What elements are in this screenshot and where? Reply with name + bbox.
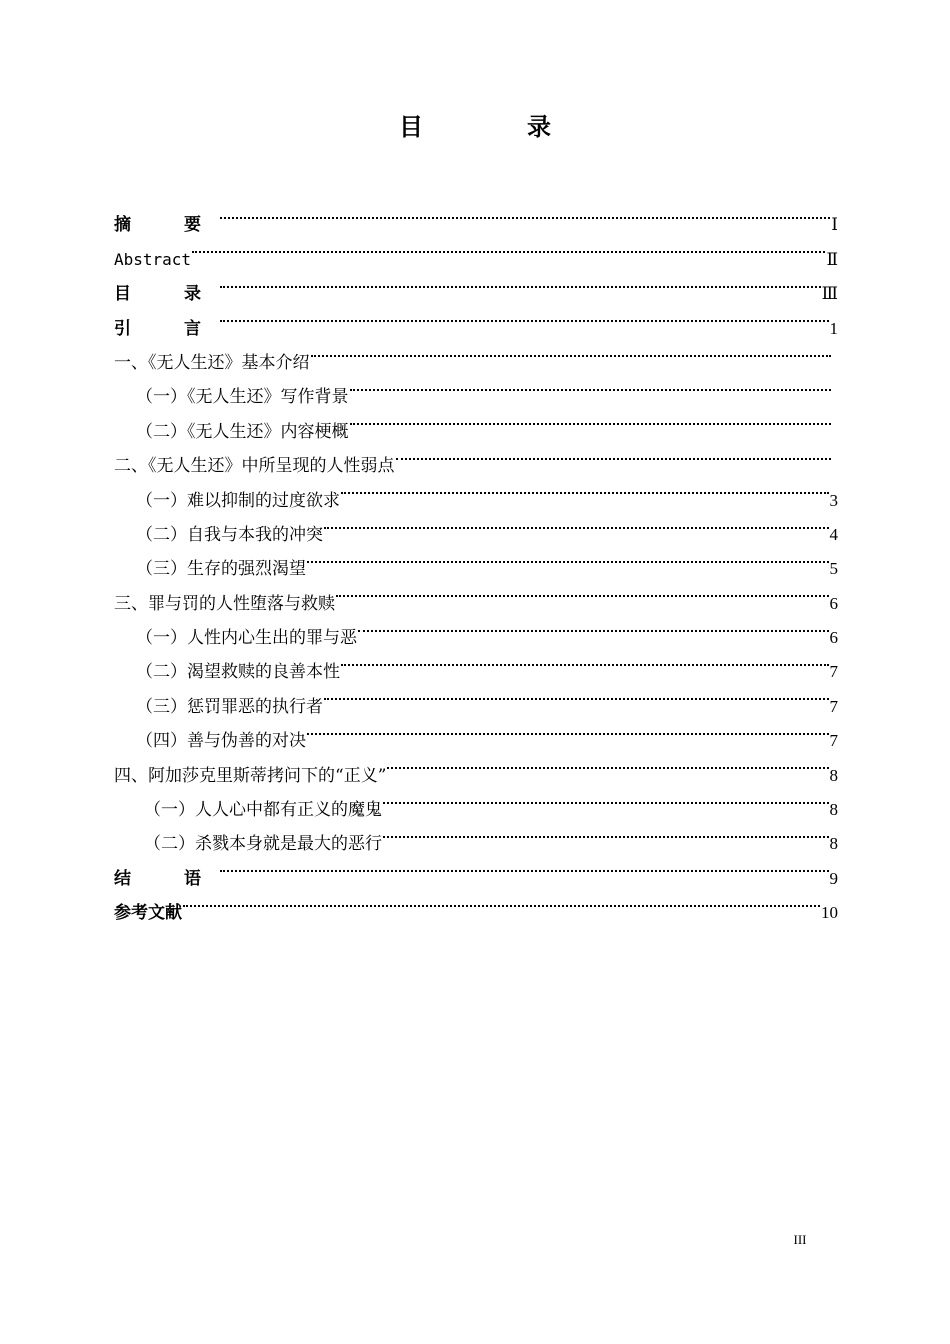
toc-entry-label: （一）人性内心生出的罪与恶 (136, 628, 357, 649)
page-title: 目 录 (399, 113, 591, 141)
toc-entry-page: 6 (829, 628, 838, 648)
toc-leader (307, 712, 829, 746)
toc-entry-page: 9 (829, 868, 838, 888)
toc-entry-label: 一、《无人生还》基本介绍 (114, 352, 310, 373)
toc-entry-page: Ⅰ (831, 215, 838, 235)
toc-leader (358, 609, 829, 643)
toc-entry-label: 二、《无人生还》中所呈现的人性弱点 (114, 456, 395, 477)
toc-leader (383, 781, 829, 815)
toc-leader (307, 540, 829, 574)
toc-leader (383, 815, 829, 849)
toc-entry-page: 3 (829, 490, 838, 510)
toc-entry-label: 三、罪与罚的人性堕落与救赎 (114, 593, 335, 614)
toc-leader (396, 437, 832, 471)
toc-entry-label: 目 录 (114, 284, 219, 305)
toc-entry-label: 结 语 (114, 868, 219, 889)
toc-leader (311, 334, 832, 368)
toc-entry-page: 6 (829, 593, 838, 613)
toc-leader (220, 849, 829, 883)
toc-entry-contents[interactable] (114, 265, 838, 305)
toc-leader (324, 677, 829, 711)
toc-entry-page: Ⅲ (821, 284, 838, 304)
toc-entry-label: （一）难以抑制的过度欲求 (136, 490, 340, 511)
toc-entry-page: Ⅱ (826, 249, 838, 269)
toc-entry-conclusion[interactable] (114, 849, 838, 889)
toc-leader (183, 884, 820, 918)
toc-entry-label: （二）自我与本我的冲突 (136, 524, 323, 545)
toc-leader (220, 299, 829, 333)
toc-entry-label: （一）《无人生还》写作背景 (136, 387, 349, 408)
toc-entry-label: （一）人人心中都有正义的魔鬼 (144, 800, 382, 821)
toc-entry-label: （二）《无人生还》内容梗概 (136, 421, 349, 442)
toc-leader (324, 506, 829, 540)
toc-entry-page: 7 (829, 696, 838, 716)
toc-entry-label: 引 言 (114, 318, 219, 339)
toc-leader (350, 368, 832, 402)
toc-entry-label: （二）杀戮本身就是最大的恶行 (144, 834, 382, 855)
toc-entry-page: 7 (829, 731, 838, 751)
toc-entry-page: 7 (829, 662, 838, 682)
toc-entry-abstract-cn[interactable] (114, 196, 838, 236)
toc-entry-label: （四）善与伪善的对决 (136, 731, 306, 752)
toc-entry-label: （二）渴望救赎的良善本性 (136, 662, 340, 683)
toc-entry-page: 8 (829, 834, 838, 854)
toc-entry-chapter-1[interactable] (114, 334, 838, 373)
table-of-contents (114, 196, 838, 924)
toc-entry-label: （三）惩罚罪恶的执行者 (136, 696, 323, 717)
toc-leader (387, 746, 828, 780)
footer-page-number: III (793, 1232, 807, 1247)
toc-leader (350, 402, 832, 436)
toc-entry-page: 8 (829, 800, 838, 820)
toc-entry-page: 5 (829, 559, 838, 579)
toc-entry-label: 参考文献 (114, 903, 182, 924)
toc-entry-page: 10 (821, 903, 838, 923)
toc-entry-page: 8 (829, 765, 838, 785)
toc-entry-introduction[interactable] (114, 299, 838, 339)
toc-leader (341, 643, 829, 677)
toc-entry-label: 四、阿加莎克里斯蒂拷问下的“正义” (114, 765, 387, 786)
toc-entry-references[interactable] (114, 884, 838, 924)
toc-leader (341, 471, 829, 505)
toc-entry-page: 1 (829, 318, 838, 338)
toc-entry-label: （三）生存的强烈渴望 (136, 559, 306, 580)
toc-entry-page: 4 (829, 524, 838, 544)
toc-entry-label: 摘 要 (114, 215, 219, 236)
toc-leader (192, 230, 825, 264)
toc-entry-abstract-en[interactable] (114, 230, 838, 269)
toc-entry-label: Abstract (114, 249, 192, 269)
toc-leader (220, 265, 821, 299)
toc-leader (220, 196, 830, 230)
toc-leader (336, 574, 829, 608)
